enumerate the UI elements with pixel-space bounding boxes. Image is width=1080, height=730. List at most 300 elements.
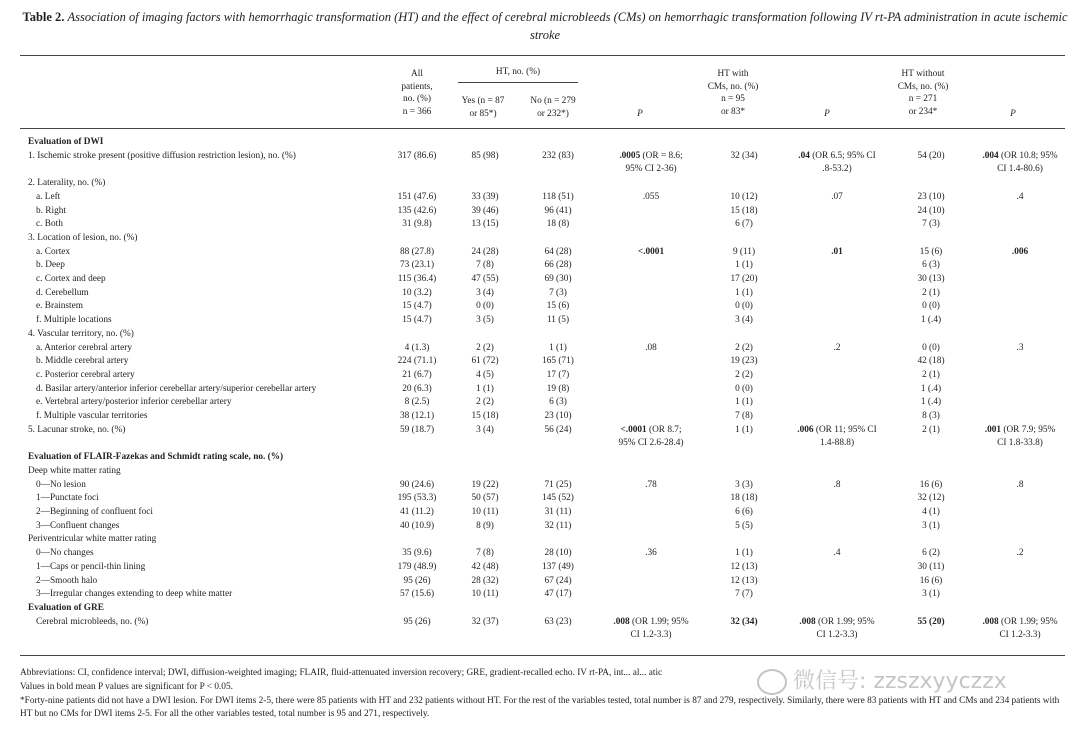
yes-value: 47 (55) [471, 274, 499, 285]
cell-all-patients [382, 383, 452, 397]
p3_rest-value: (OR 1.99; 95% [998, 616, 1058, 627]
cell-ht-without-cms [890, 616, 972, 630]
cell-ht-no [518, 410, 598, 424]
cell-p2 [784, 588, 890, 602]
cell-all-patients [382, 492, 452, 506]
cell-ht-yes [452, 506, 518, 520]
cell-p2 [784, 506, 890, 520]
row-label [28, 191, 382, 205]
all-value: 95 (26) [403, 616, 431, 627]
cell-ht-with-cms [704, 328, 784, 342]
header-ht-yes [448, 95, 518, 120]
row-label [28, 479, 382, 493]
without-value: 6 (2) [922, 548, 940, 559]
all-value: 135 (42.6) [397, 205, 437, 216]
all-value: 195 (53.3) [397, 493, 437, 504]
label-value: c. Both [36, 219, 63, 230]
header-yes-line: Yes (n = 87 [461, 96, 505, 106]
cell-p3 [972, 314, 1068, 328]
without-value: 2 (1) [922, 369, 940, 380]
row-label [28, 369, 382, 383]
header-p3 [973, 108, 1053, 121]
cell-p2 [784, 369, 890, 383]
all-value: 31 (9.8) [402, 219, 432, 230]
label-value: 0—No changes [36, 548, 94, 559]
cell-ht-without-cms [890, 369, 972, 383]
yes-value: 19 (22) [471, 479, 499, 490]
no-value: 7 (3) [549, 287, 567, 298]
no-value: 11 (5) [546, 315, 570, 326]
cell-p3 [972, 273, 1068, 287]
row-label [28, 520, 382, 534]
row-label [28, 547, 382, 561]
cell-ht-no [518, 273, 598, 287]
without-value: 1 (.4) [920, 383, 942, 394]
without-value: 30 (11) [917, 561, 945, 572]
cell-ht-with-cms [704, 342, 784, 356]
no-value: 71 (25) [544, 479, 572, 490]
table-row [28, 561, 1068, 575]
header-ht-no [513, 95, 593, 120]
cell-all-patients [382, 355, 452, 369]
cell-p1 [598, 328, 704, 342]
table-row [28, 259, 1068, 273]
cell-p3 [972, 588, 1068, 602]
cell-p2 [784, 616, 890, 630]
with-value: 1 (1) [735, 397, 753, 408]
without-value: 3 (1) [922, 589, 940, 600]
cell-ht-with-cms [704, 520, 784, 534]
p1_rest-value: .055 [642, 191, 660, 202]
cell-ht-with-cms [704, 396, 784, 410]
without-value: 2 (1) [922, 287, 940, 298]
cell-p1 [598, 424, 704, 438]
cell-ht-with-cms [704, 300, 784, 314]
cell-ht-no [518, 616, 598, 630]
cell-all-patients [382, 150, 452, 164]
all-value: 88 (27.8) [399, 246, 435, 257]
header-with-line: HT with [717, 69, 749, 79]
cell-ht-no [518, 314, 598, 328]
p3_rest-value: CI 1.4-80.6) [997, 164, 1043, 175]
no-value: 15 (6) [546, 301, 570, 312]
cell-p3 [972, 287, 1068, 301]
p2_rest-value: CI 1.2-3.3) [816, 630, 858, 641]
yes-value: 7 (8) [476, 260, 494, 271]
cell-ht-without-cms [890, 355, 972, 369]
cell-p2 [784, 232, 890, 246]
cell-p3 [972, 300, 1068, 314]
cell-p2 [784, 479, 890, 493]
all-value: 15 (4.7) [402, 301, 432, 312]
cell-ht-without-cms [890, 191, 972, 205]
p2_rest-value: 1.4-88.8) [819, 438, 855, 449]
label-value: Evaluation of GRE [28, 602, 104, 613]
without-value: 16 (6) [919, 479, 943, 490]
cell-p3 [972, 479, 1068, 493]
label-value: 2. Laterality, no. (%) [28, 178, 106, 189]
table-row [28, 629, 1068, 643]
no-value: 28 (10) [544, 548, 572, 559]
cell-p3 [972, 575, 1068, 589]
table-row [28, 287, 1068, 301]
header-all-line: no. (%) [403, 94, 431, 104]
cell-ht-yes [452, 191, 518, 205]
cell-ht-yes [452, 520, 518, 534]
label-value: b. Right [36, 205, 66, 216]
header-yes-line: or 85*) [469, 108, 497, 119]
cell-ht-without-cms [890, 629, 972, 643]
cell-p1 [598, 314, 704, 328]
with-value: 3 (3) [735, 479, 753, 490]
p1_rest-value: (OR 1.99; 95% [629, 616, 689, 627]
cell-ht-with-cms [704, 575, 784, 589]
table-title: Association of imaging factors with hemorrhagic transformation (HT) and the effect of cerebral microbleeds (CMs) on hemorrhagic transformation following IV rt-PA administration in acute ischemic stroke [67, 10, 1068, 42]
footnote-star-note: *Forty-nine patients did not have a DWI lesion. For DWI items 2-5, there were 85 patients with HT and 232 patients without HT. For the rest of the variables tested, total number is 87 and 279, respectively. Similarly, there were 83 patients with HT and CMs and 234 patients with HT but no CMs for DWI items 2-5. For all the other variables tested, total number is 95 and 271, respectively. [20, 696, 1060, 719]
cell-p3 [972, 150, 1068, 164]
cell-ht-with-cms [704, 533, 784, 547]
p1_rest-value: (OR 8.7; [646, 424, 682, 435]
cell-ht-yes [452, 177, 518, 191]
cell-ht-with-cms [704, 547, 784, 561]
header-no-line: or 232*) [537, 108, 569, 119]
header-without-line: n = 271 [908, 94, 938, 104]
row-label [28, 561, 382, 575]
cell-ht-without-cms [890, 520, 972, 534]
label-value: d. Cerebellum [36, 287, 89, 298]
row-label [28, 300, 382, 314]
row-label [28, 533, 382, 547]
cell-ht-without-cms [890, 561, 972, 575]
cell-all-patients [382, 410, 452, 424]
table-row [28, 246, 1068, 260]
cell-p2 [784, 259, 890, 273]
p1-value: .008 [613, 616, 630, 627]
cell-ht-without-cms [890, 396, 972, 410]
row-label [28, 492, 382, 506]
cell-p2 [784, 218, 890, 232]
label-value: e. Brainstem [36, 301, 83, 312]
cell-p1 [598, 150, 704, 164]
cell-ht-without-cms [890, 328, 972, 342]
header-all-line: n = 366 [402, 106, 432, 117]
footnote-abbreviations: Abbreviations: CI, confidence interval; DWI, diffusion-weighted imaging; FLAIR, fluid-attenuated inversion recovery; GRE, gradient-recalled echo. IV rt-PA, int... al... atic [20, 668, 663, 678]
header-without-line: CMs, no. (%) [897, 81, 949, 92]
cell-p2 [784, 396, 890, 410]
row-label [28, 396, 382, 410]
yes-value: 3 (4) [476, 424, 494, 435]
cell-ht-yes [452, 369, 518, 383]
cell-p2 [784, 205, 890, 219]
cell-p1 [598, 575, 704, 589]
table-row [28, 396, 1068, 410]
cell-ht-with-cms [704, 629, 784, 643]
p2_rest-value: .4 [833, 548, 841, 559]
cell-ht-no [518, 396, 598, 410]
row-label [28, 602, 1068, 616]
cell-ht-without-cms [890, 506, 972, 520]
yes-value: 1 (1) [476, 383, 494, 394]
cell-ht-without-cms [890, 465, 972, 479]
cell-p3 [972, 342, 1068, 356]
cell-all-patients [382, 588, 452, 602]
cell-ht-no [518, 342, 598, 356]
cell-p1 [598, 520, 704, 534]
cell-p1 [598, 232, 704, 246]
p3_rest-value: .4 [1016, 191, 1024, 202]
cell-ht-without-cms [890, 273, 972, 287]
cell-p2 [784, 355, 890, 369]
cell-all-patients [382, 273, 452, 287]
cell-p1 [598, 246, 704, 260]
yes-value: 13 (15) [471, 219, 499, 230]
all-value: 115 (36.4) [397, 274, 437, 285]
header-without-line: HT without [901, 69, 945, 79]
cell-ht-with-cms [704, 355, 784, 369]
cell-ht-yes [452, 205, 518, 219]
cell-ht-yes [452, 259, 518, 273]
cell-p2 [784, 410, 890, 424]
cell-p3 [972, 383, 1068, 397]
cell-all-patients [382, 533, 452, 547]
label-value: 3. Location of lesion, no. (%) [28, 232, 138, 243]
cell-ht-yes [452, 150, 518, 164]
p3_rest-value: CI 1.2-3.3) [999, 630, 1041, 641]
cell-p1 [598, 561, 704, 575]
with-value: 12 (13) [730, 575, 758, 586]
row-label [28, 629, 382, 643]
without-value: 7 (3) [922, 219, 940, 230]
row-label [28, 451, 1068, 465]
header-p1-text: P [637, 109, 643, 119]
table-row [28, 437, 1068, 451]
row-label [28, 287, 382, 301]
cell-p3 [972, 163, 1068, 177]
label-value: Evaluation of DWI [28, 137, 104, 147]
label-value: e. Vertebral artery/posterior inferior cerebellar artery [36, 397, 232, 408]
p3_rest-value: (OR 10.8; 95% [998, 150, 1058, 161]
cell-all-patients [382, 259, 452, 273]
cell-p3 [972, 246, 1068, 260]
cell-ht-no [518, 575, 598, 589]
cell-p1 [598, 410, 704, 424]
no-value: 232 (83) [542, 150, 574, 161]
with-value: 1 (1) [735, 548, 753, 559]
table-row [28, 177, 1068, 191]
table-row [28, 232, 1068, 246]
cell-ht-no [518, 300, 598, 314]
yes-value: 3 (4) [476, 287, 494, 298]
cell-ht-yes [452, 355, 518, 369]
no-value: 32 (11) [544, 520, 572, 531]
table-row [28, 465, 1068, 479]
cell-p3 [972, 369, 1068, 383]
cell-ht-no [518, 437, 598, 451]
without-value: 15 (6) [919, 246, 943, 257]
cell-all-patients [382, 342, 452, 356]
label-value: c. Cortex and deep [36, 274, 106, 285]
section-row [28, 136, 1068, 150]
cell-p3 [972, 533, 1068, 547]
cell-ht-yes [452, 492, 518, 506]
cell-p2 [784, 383, 890, 397]
cell-p1 [598, 492, 704, 506]
section-row [28, 451, 1068, 465]
cell-ht-without-cms [890, 300, 972, 314]
cell-ht-no [518, 150, 598, 164]
with-value: 19 (23) [730, 356, 758, 367]
row-label [28, 328, 382, 342]
results-table-body [28, 136, 1068, 643]
cell-ht-with-cms [704, 588, 784, 602]
cell-all-patients [382, 396, 452, 410]
results-table [28, 136, 1068, 643]
cell-ht-yes [452, 314, 518, 328]
cell-all-patients [382, 232, 452, 246]
p2_rest-value: .07 [831, 191, 843, 202]
cell-ht-yes [452, 547, 518, 561]
cell-ht-without-cms [890, 492, 972, 506]
label-value: b. Middle cerebral artery [36, 356, 129, 367]
cell-ht-yes [452, 616, 518, 630]
yes-value: 2 (2) [476, 397, 494, 408]
cell-p2 [784, 342, 890, 356]
cell-ht-no [518, 629, 598, 643]
yes-value: 8 (9) [476, 520, 494, 531]
label-value: f. Multiple vascular territories [36, 411, 148, 422]
cell-ht-with-cms [704, 383, 784, 397]
cell-p3 [972, 547, 1068, 561]
cell-p1 [598, 191, 704, 205]
cell-ht-without-cms [890, 232, 972, 246]
cell-p2 [784, 424, 890, 438]
p3_rest-value: .2 [1016, 548, 1024, 559]
all-value: 95 (26) [403, 575, 431, 586]
table-row [28, 328, 1068, 342]
table-row [28, 424, 1068, 438]
cell-p1 [598, 355, 704, 369]
without-value: 0 (0) [922, 301, 940, 312]
cell-ht-with-cms [704, 314, 784, 328]
cell-ht-with-cms [704, 232, 784, 246]
yes-value: 10 (11) [471, 589, 499, 600]
cell-all-patients [382, 520, 452, 534]
row-label [28, 136, 1068, 150]
yes-value: 15 (18) [471, 411, 499, 422]
table-row [28, 300, 1068, 314]
cell-p2 [784, 163, 890, 177]
yes-value: 39 (46) [471, 205, 499, 216]
cell-ht-yes [452, 465, 518, 479]
all-value: 40 (10.9) [399, 520, 435, 531]
p3-value: .006 [1011, 246, 1029, 257]
footnote-bold-note: Values in bold mean P values are significant for P < 0.05. [20, 682, 233, 692]
label-value: a. Anterior cerebral artery [36, 342, 133, 353]
cell-ht-with-cms [704, 218, 784, 232]
cell-p2 [784, 150, 890, 164]
cell-ht-with-cms [704, 205, 784, 219]
cell-ht-with-cms [704, 163, 784, 177]
wechat-icon [757, 669, 787, 695]
table-row [28, 533, 1068, 547]
cell-ht-yes [452, 424, 518, 438]
cell-ht-no [518, 383, 598, 397]
label-value: 2—Beginning of confluent foci [36, 506, 153, 517]
cell-ht-yes [452, 328, 518, 342]
with-value: 5 (5) [735, 520, 753, 531]
cell-p2 [784, 300, 890, 314]
cell-ht-no [518, 328, 598, 342]
no-value: 118 (51) [542, 191, 574, 202]
label-value: 3—Confluent changes [36, 520, 120, 531]
cell-ht-no [518, 205, 598, 219]
cell-ht-with-cms [704, 437, 784, 451]
no-value: 56 (24) [544, 424, 572, 435]
cell-ht-yes [452, 342, 518, 356]
with-value: 15 (18) [730, 205, 758, 216]
all-value: 57 (15.6) [399, 589, 435, 600]
p2-value: .04 [798, 150, 810, 161]
cell-ht-with-cms [704, 479, 784, 493]
cell-ht-yes [452, 561, 518, 575]
yes-value: 32 (37) [471, 616, 499, 627]
with-value: 1 (1) [735, 424, 753, 435]
all-value: 151 (47.6) [397, 191, 437, 202]
cell-ht-no [518, 520, 598, 534]
cell-p2 [784, 629, 890, 643]
cell-all-patients [382, 437, 452, 451]
label-value: 1—Caps or pencil-thin lining [36, 561, 146, 572]
cell-ht-without-cms [890, 479, 972, 493]
p1-value: .0005 [619, 150, 641, 161]
label-value: 4. Vascular territory, no. (%) [28, 328, 134, 339]
cell-ht-without-cms [890, 259, 972, 273]
no-value: 31 (11) [544, 506, 572, 517]
cell-p3 [972, 616, 1068, 630]
no-value: 23 (10) [544, 411, 572, 422]
cell-ht-yes [452, 410, 518, 424]
no-value: 47 (17) [544, 589, 572, 600]
cell-p2 [784, 177, 890, 191]
cell-ht-no [518, 479, 598, 493]
no-value: 69 (30) [544, 274, 572, 285]
with-value: 18 (18) [730, 493, 758, 504]
yes-value: 4 (5) [476, 369, 494, 380]
cell-ht-no [518, 218, 598, 232]
header-ht-rule [458, 82, 578, 83]
no-value: 1 (1) [549, 342, 567, 353]
row-label [28, 205, 382, 219]
cell-p2 [784, 273, 890, 287]
cell-p1 [598, 177, 704, 191]
cell-p1 [598, 300, 704, 314]
cell-ht-yes [452, 287, 518, 301]
cell-p1 [598, 163, 704, 177]
cell-ht-with-cms [704, 506, 784, 520]
cell-p3 [972, 205, 1068, 219]
p1-value: <.0001 [637, 246, 665, 257]
cell-ht-without-cms [890, 410, 972, 424]
p2_rest-value: (OR 6.5; 95% CI [809, 150, 876, 161]
all-value: 8 (2.5) [404, 397, 430, 408]
cell-ht-no [518, 492, 598, 506]
yes-value: 10 (11) [471, 506, 499, 517]
row-label [28, 383, 382, 397]
cell-p2 [784, 575, 890, 589]
label-value: 2—Smooth halo [36, 575, 98, 586]
p3-value: .001 [984, 424, 1002, 435]
cell-p1 [598, 273, 704, 287]
